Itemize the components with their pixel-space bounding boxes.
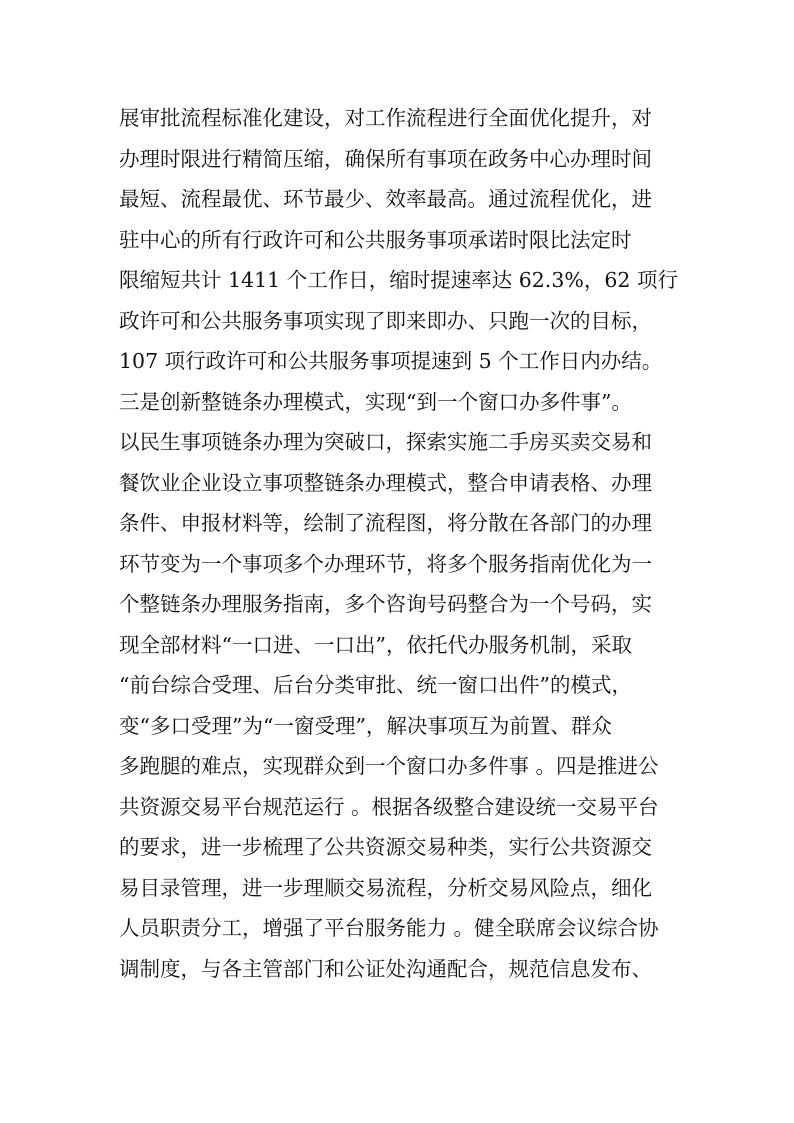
body-text [119,98,679,989]
text-line: “前台综合受理、后台分类审批、统一窗口出件”的模式， [119,673,632,697]
text-line: 政许可和公共服务事项实现了即来即办、只跑一次的目标， [119,308,652,333]
text-line: 107 项行政许可和公共服务事项提速到 5 个工作日内办结。 [119,349,663,373]
text-line: 限缩短共计 1411 个工作日，缩时提速率达 62.3%，62 项行 [119,268,678,292]
text-line: 三是创新整链条办理模式，实现“到一个窗口办多件事”。 [119,389,632,414]
text-line: 个整链条办理服务指南，多个咨询号码整合为一个号码，实 [119,592,652,616]
text-line: 人员职责分工，增强了平台服务能力 。健全联席会议综合协 [119,916,659,940]
text-line: 变“多口受理”为“一窗受理”，解决事项互为前置、群众 [119,713,612,738]
text-line: 调制度，与各主管部门和公证处沟通配合，规范信息发布、 [119,956,652,981]
text-line: 条件、申报材料等，绘制了流程图，将分散在各部门的办理 [119,511,652,535]
text-line: 办理时限进行精简压缩，确保所有事项在政务中心办理时间 [119,146,652,171]
text-line: 环节变为一个事项多个办理环节，将多个服务指南优化为一 [119,551,652,576]
text-line: 最短、流程最优、环节最少、效率最高。通过流程优化，进 [119,187,652,211]
text-line: 多跑腿的难点，实现群众到一个窗口办多件事 。四是推进公 [119,754,659,778]
text-line: 驻中心的所有行政许可和公共服务事项承诺时限比法定时 [119,227,632,252]
text-line: 餐饮业企业设立事项整链条办理模式，整合申请表格、办理 [119,470,652,495]
text-line: 现全部材料“一口进、一口出”，依托代办服务机制，采取 [119,632,632,657]
text-line: 的要求，进一步梳理了公共资源交易种类，实行公共资源交 [119,835,652,859]
text-line: 以民生事项链条办理为突破口，探索实施二手房买卖交易和 [119,430,652,454]
text-line: 共资源交易平台规范运行 。根据各级整合建设统一交易平台 [119,794,659,819]
text-line: 展审批流程标准化建设，对工作流程进行全面优化提升，对 [119,106,652,130]
text-line: 易目录管理，进一步理顺交易流程，分析交易风险点，细化 [119,875,652,900]
